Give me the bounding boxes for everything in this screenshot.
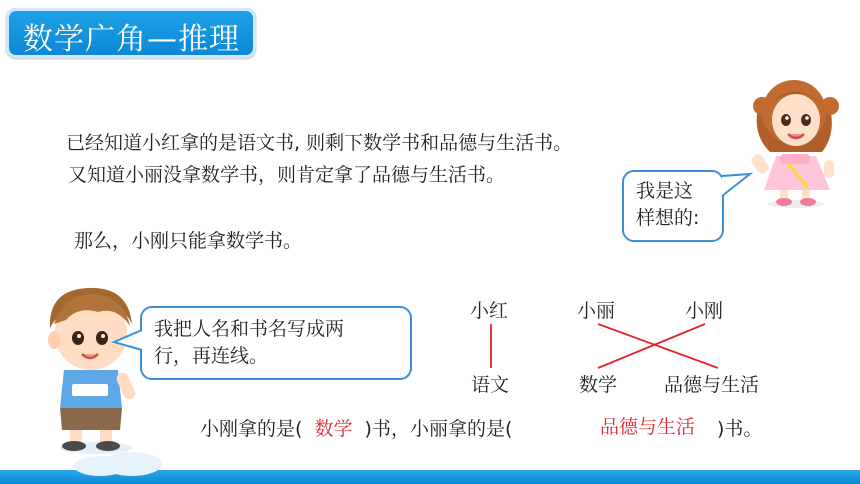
answer-part-1: 小刚拿的是( xyxy=(200,418,303,440)
girl-bubble-line-2: 样想的: xyxy=(636,207,700,229)
page-title: 数学广角—推理 xyxy=(23,22,240,57)
answer-part-2: )书，小丽拿的是( xyxy=(364,418,513,440)
paragraph-line-1: 已经知道小红拿的是语文书, 则剩下数学书和品德与生活书。 xyxy=(66,132,573,154)
answer-blank-2: 品德与生活 xyxy=(600,416,696,438)
book-node-shuxue: 数学 xyxy=(579,374,618,396)
answer-blank-1: 数学 xyxy=(314,418,353,440)
name-node-xiaoli: 小丽 xyxy=(577,300,616,322)
answer-part-3: )书。 xyxy=(717,418,763,440)
boy-bubble-line-2: 行，再连线。 xyxy=(154,345,269,367)
name-node-xiaohong: 小红 xyxy=(470,300,509,322)
book-node-pinde: 品德与生活 xyxy=(664,374,760,396)
answer-sentence xyxy=(200,414,512,441)
name-node-xiaogang: 小刚 xyxy=(685,300,724,322)
book-node-yuwen: 语文 xyxy=(471,374,510,396)
cloud-decoration xyxy=(70,448,170,472)
girl-bubble-line-1: 我是这 xyxy=(636,180,694,202)
boy-bubble-line-1: 我把人名和书名写成两 xyxy=(154,318,345,340)
paragraph-line-3: 那么，小刚只能拿数学书。 xyxy=(74,230,303,252)
paragraph-line-2: 又知道小丽没拿数学书，则肯定拿了品德与生活书。 xyxy=(68,164,506,186)
